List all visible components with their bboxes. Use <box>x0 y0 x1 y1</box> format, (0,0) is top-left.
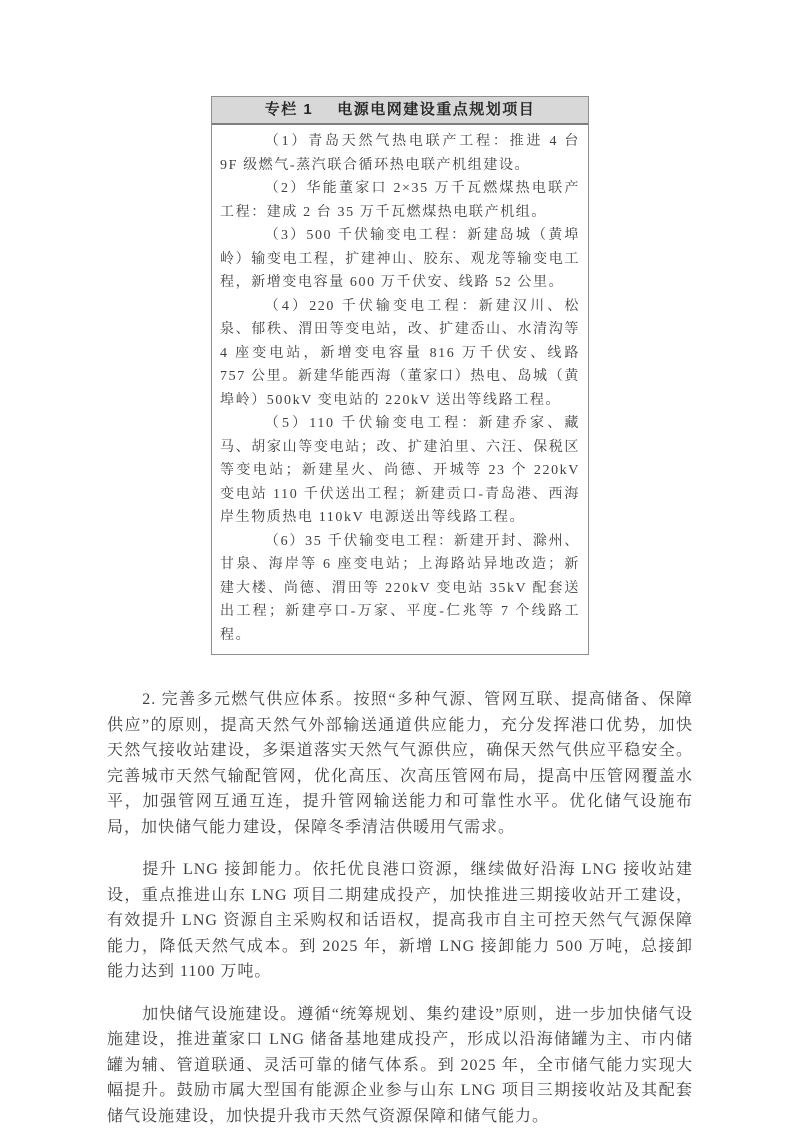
box-item-3: （3）500 千伏输变电工程：新建岛城（黄埠岭）输变电工程，扩建神山、胶东、观龙等输变电工程，新增变电容量 600 万千伏安、线路 52 公里。 <box>220 228 580 290</box>
box-item-6: （6）35 千伏输变电工程：新建开封、滁州、甘泉、海岸等 6 座变电站；上海路站异地改造；新建大楼、尚德、渭田等 220kV 变电站 35kV 配套送出工程；新建亭口-万家、平度-仁兆等 7 个线路工程。 <box>220 533 580 643</box>
paragraph-lng-unloading: 提升 LNG 接卸能力。依托优良港口资源，继续做好沿海 LNG 接收站建设，重点推进山东 LNG 项目二期建成投产，加快推进三期接收站开工建设，有效提升 LNG 资源自主采购权和话语权，提高我市自主可控天然气气源保障能力，降低天然气成本。到 2025 年，新增 LNG 接卸能力 500 万吨，总接卸能力达到 1100 万吨。 <box>107 861 693 980</box>
box-header <box>212 97 588 125</box>
body-text <box>107 687 693 1129</box>
paragraph-gas-supply-system: 2. 完善多元燃气供应体系。按照“多种气源、管网互联、提高储备、保障供应”的原则，提高天然气外部输送通道供应能力，充分发挥港口优势，加快天然气接收站建设，多渠道落实天然气气源供应，确保天然气供应平稳安全。完善城市天然气输配管网，优化高压、次高压管网布局，提高中压管网覆盖水平，加强管网互通互连，提升管网输送能力和可靠性水平。优化储气设施布局，加快储气能力建设，保障冬季清洁供暖用气需求。 <box>107 691 693 836</box>
box-body <box>212 125 588 654</box>
paragraph-gas-storage: 加快储气设施建设。遵循“统筹规划、集约建设”原则，进一步加快储气设施建设，推进董家口 LNG 储备基地建成投产，形成以沿海储罐为主、市内储罐为辅、管道联通、灵活可靠的储气体系。到 2025 年，全市储气能力实现大幅提升。鼓励市属大型国有能源企业参与山东 LNG 项目三期接收站及其配套储气设施建设，加快提升我市天然气资源保障和储气能力。 <box>107 1005 693 1125</box>
highlight-box <box>211 96 589 655</box>
box-header-title: 电源电网建设重点规划项目 <box>337 101 536 118</box>
box-item-1: （1）青岛天然气热电联产工程：推进 4 台 9F 级燃气-蒸汽联合循环热电联产机组建设。 <box>220 134 580 173</box>
box-item-4: （4）220 千伏输变电工程：新建汉川、松泉、郁秩、渭田等变电站，改、扩建岙山、水清沟等 4 座变电站，新增变电容量 816 万千伏安、线路 757 公里。新建华能西海（董家口）热电、岛城（黄埠岭）500kV 变电站的 220kV 送出等线路工程。 <box>220 298 580 408</box>
box-item-2: （2）华能董家口 2×35 万千瓦燃煤热电联产工程：建成 2 台 35 万千瓦燃煤热电联产机组。 <box>220 181 580 220</box>
box-header-label: 专栏 1 <box>264 101 314 118</box>
box-item-5: （5）110 千伏输变电工程：新建乔家、藏马、胡家山等变电站；改、扩建泊里、六汪、保税区等变电站；新建星火、尚德、开城等 23 个 220kV 变电站 110 千伏送出工程；新建贡口-青岛港、西海岸生物质热电 110kV 电源送出等线路工程。 <box>220 416 580 525</box>
